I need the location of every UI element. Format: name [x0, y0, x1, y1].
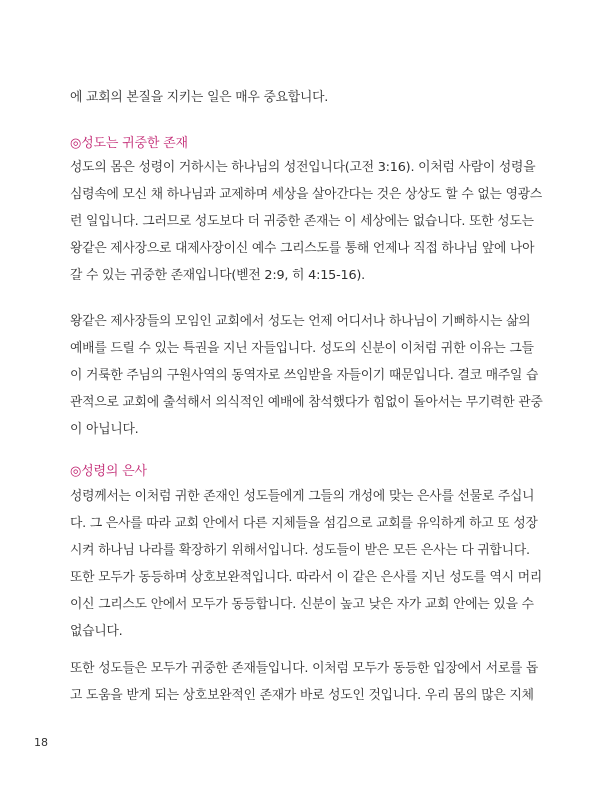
- body-text-line: 성령께서는 이처럼 귀한 존재인 성도들에게 그들의 개성에 맞는 은사를 선물로 주십니: [70, 489, 535, 504]
- body-text-line: 없습니다.: [70, 624, 123, 639]
- page-number: 18: [34, 736, 48, 749]
- body-text-line: 관적으로 교회에 출석해서 의식적인 예배에 참석했다가 힘없이 돌아서는 무기력한 관중: [70, 395, 543, 410]
- body-text-line: 성도의 몸은 성령이 거하시는 하나님의 성전입니다(고전 3:16). 이처럼 사람이 성령을: [70, 160, 536, 175]
- body-text-line: 런 일입니다. 그러므로 성도보다 더 귀중한 존재는 이 세상에는 없습니다. 또한 성도는: [70, 214, 534, 229]
- body-text-line: 또한 모두가 동등하며 상호보완적입니다. 따라서 이 같은 은사를 지닌 성도를 역시 머리: [70, 570, 543, 585]
- body-text-line: 심령속에 모신 채 하나님과 교제하며 세상을 살아간다는 것은 상상도 할 수 없는 영광스: [70, 187, 543, 202]
- body-text-line: 이 거룩한 주님의 구원사역의 동역자로 쓰임받을 자들이기 때문입니다. 결코 매주일 습: [70, 368, 539, 383]
- body-text-line: 시켜 하나님 나라를 확장하기 위해서입니다. 성도들이 받은 모든 은사는 다 귀합니다.: [70, 543, 530, 558]
- body-text-line: 고 도움을 받게 되는 상호보완적인 존재가 바로 성도인 것입니다. 우리 몸의 많은 지체: [70, 688, 534, 703]
- section-heading-spiritual-gifts: ◎성령의 은사: [70, 464, 147, 479]
- body-text-line: 이신 그리스도 안에서 모두가 동등합니다. 신분이 높고 낮은 자가 교회 안에는 있을 수: [70, 597, 534, 612]
- body-text-line: 왕같은 제사장들의 모임인 교회에서 성도는 언제 어디서나 하나님이 기뻐하시는 삶의: [70, 314, 531, 329]
- body-text-line: 갈 수 있는 귀중한 존재입니다(벧전 2:9, 히 4:15-16).: [70, 268, 366, 283]
- body-text-line: 다. 그 은사를 따라 교회 안에서 다른 지체들을 섬김으로 교회를 유익하게 하고 또 성장: [70, 516, 538, 531]
- section-heading-saints-precious: ◎성도는 귀중한 존재: [70, 136, 188, 151]
- body-text-line: 또한 성도들은 모두가 귀중한 존재들입니다. 이처럼 모두가 동등한 입장에서 서로를 돕: [70, 661, 539, 676]
- body-text-line: 예배를 드릴 수 있는 특권을 지닌 자들입니다. 성도의 신분이 이처럼 귀한 이유는 그들: [70, 341, 534, 356]
- body-text-line: 이 아닙니다.: [70, 422, 139, 437]
- intro-text-line: 에 교회의 본질을 지키는 일은 매우 중요합니다.: [70, 90, 329, 105]
- body-text-line: 왕같은 제사장으로 대제사장이신 예수 그리스도를 통해 언제나 직접 하나님 앞에 나아: [70, 241, 535, 256]
